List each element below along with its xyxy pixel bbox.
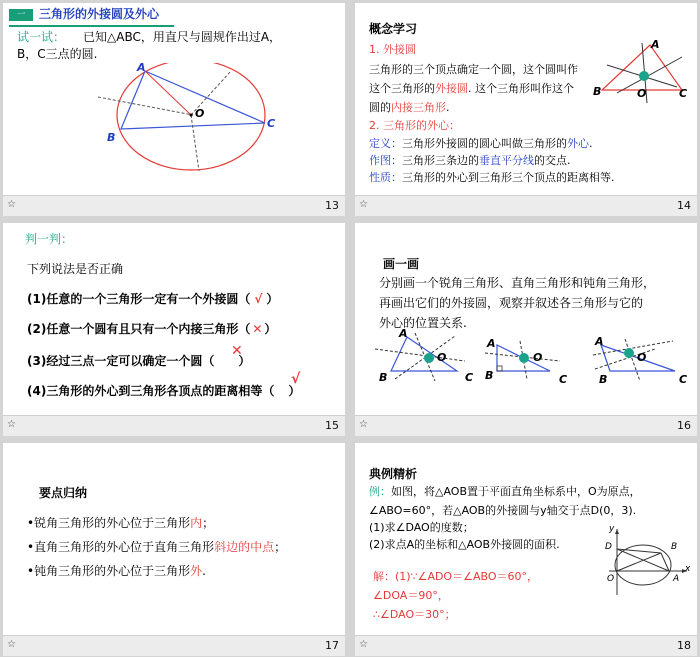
center-O: O — [637, 87, 647, 100]
vertex-A: A — [651, 38, 660, 51]
page-number: 15 — [325, 419, 339, 432]
slide-14[interactable] — [355, 3, 697, 216]
slide-13[interactable] — [3, 3, 345, 216]
definition: 定义：三角形外接圆的圆心叫做三角形的外心. — [369, 137, 593, 150]
para-3: 外心的位置关系. — [379, 316, 467, 330]
star-icon: ☆ — [359, 639, 368, 650]
slide-18[interactable] — [355, 443, 697, 656]
heading-2: 2. 三角形的外心： — [369, 119, 460, 132]
t3-O: O — [637, 351, 647, 364]
vertex-B: B — [107, 131, 116, 144]
slide-title: 判一判： — [25, 232, 74, 246]
bullet-icon: • — [27, 516, 35, 530]
slide-title: 三角形的外接圆及外心 — [39, 7, 160, 21]
slide-footer — [3, 635, 345, 656]
slide-15[interactable] — [3, 223, 345, 436]
triangles-figure — [355, 331, 697, 401]
star-icon: ☆ — [7, 419, 16, 430]
label-D: D — [605, 542, 612, 552]
mark-4: √ — [291, 371, 301, 387]
label-x: x — [685, 564, 691, 574]
slide-17[interactable] — [3, 443, 345, 656]
star-icon: ☆ — [359, 199, 368, 210]
solution-2: ∠DOA＝90°， — [373, 589, 449, 602]
page-number: 14 — [677, 199, 691, 212]
t2-B: B — [485, 369, 494, 382]
page-number: 13 — [325, 199, 339, 212]
coordinate-figure — [603, 523, 693, 603]
t2-A: A — [487, 337, 496, 350]
t2-O: O — [533, 351, 543, 364]
example-line-1: 例：如图，将△AOB置于平面直角坐标系中，O为原点， — [369, 485, 641, 498]
slide-title: 典例精析 — [369, 467, 418, 481]
star-icon: ☆ — [7, 199, 16, 210]
vertex-C: C — [267, 117, 276, 130]
slide-footer — [3, 415, 345, 436]
vertex-A: A — [137, 61, 146, 74]
mark-3: ✕ — [231, 343, 243, 359]
circumcircle-figure — [3, 63, 345, 203]
para-1a: 三角形的三个顶点确定一个圆，这个圆叫作 — [369, 63, 578, 76]
prompt-label: 试一试： — [17, 30, 66, 44]
t2-C: C — [559, 373, 568, 386]
page-number: 18 — [677, 639, 691, 652]
point-2: •直角三角形的外心位于直角三角形斜边的中点； — [27, 540, 287, 554]
slide-title: 概念学习 — [369, 22, 418, 36]
bullet-icon: • — [27, 540, 35, 554]
statement-1: (1)任意的一个三角形一定有一个外接圆（ √ ） — [27, 292, 279, 306]
slide-footer — [355, 415, 697, 436]
page-number: 16 — [677, 419, 691, 432]
solution-3: ∴∠DAO＝30°； — [373, 608, 456, 621]
point-1: •锐角三角形的外心位于三角形内； — [27, 516, 215, 530]
question-2: (2)求点A的坐标和△AOB外接圆的面积. — [369, 538, 560, 551]
label-A: A — [673, 574, 680, 584]
problem-line-1: 已知△ABC，用直尺与圆规作出过A， — [83, 30, 282, 44]
para-1: 分别画一个锐角三角形、直角三角形和钝角三角形， — [379, 276, 656, 290]
solution-1: 解：(1)∵∠ADO＝∠ABO＝60°， — [373, 570, 538, 583]
vertex-C: C — [679, 87, 688, 100]
t3-A: A — [595, 335, 604, 348]
statement-2: (2)任意一个圆有且只有一个内接三角形（ ✕ ） — [27, 322, 277, 336]
slide-footer — [3, 195, 345, 216]
t1-O: O — [437, 351, 447, 364]
slide-16[interactable] — [355, 223, 697, 436]
slide-footer — [355, 635, 697, 656]
title-underline — [9, 25, 174, 27]
statement-3: (3)经过三点一定可以确定一个圆（ ） — [27, 354, 251, 368]
para-1c: 圆的内接三角形. — [369, 101, 450, 114]
heading-1: 1. 外接圆 — [369, 43, 416, 56]
star-icon: ☆ — [7, 639, 16, 650]
construction: 作图：三角形三条边的垂直平分线的交点. — [369, 154, 571, 167]
property: 性质：三角形的外心到三角形三个顶点的距离相等. — [369, 171, 615, 184]
t1-A: A — [399, 327, 408, 340]
vertex-B: B — [593, 85, 602, 98]
intro: 下列说法是否正确 — [27, 262, 124, 276]
star-icon: ☆ — [359, 419, 368, 430]
label-O: O — [607, 574, 615, 584]
question-1: (1)求∠DAO的度数； — [369, 521, 474, 534]
label-y: y — [609, 524, 615, 534]
section-tag: 一 — [9, 9, 33, 21]
bullet-icon: • — [27, 564, 35, 578]
statement-4: (4)三角形的外心到三角形各顶点的距离相等（ ） — [27, 384, 301, 398]
slide-title: 要点归纳 — [39, 486, 88, 500]
slide-footer — [355, 195, 697, 216]
t1-B: B — [379, 371, 388, 384]
t3-C: C — [679, 373, 688, 386]
page-number: 17 — [325, 639, 339, 652]
problem-line-2: B，C三点的圆. — [17, 47, 98, 61]
slide-title: 画一画 — [383, 257, 420, 271]
t1-C: C — [465, 371, 474, 384]
para-2: 再画出它们的外接圆，观察并叙述各三角形与它的 — [379, 296, 644, 310]
example-line-2: ∠ABO=60°，若△AOB的外接圆与y轴交于点D(0，3). — [369, 504, 637, 517]
label-B: B — [671, 542, 678, 552]
t3-B: B — [599, 373, 608, 386]
para-1b: 这个三角形的外接圆. 这个三角形叫作这个 — [369, 82, 574, 95]
point-3: •钝角三角形的外心位于三角形外. — [27, 564, 206, 578]
center-O: O — [195, 107, 205, 120]
